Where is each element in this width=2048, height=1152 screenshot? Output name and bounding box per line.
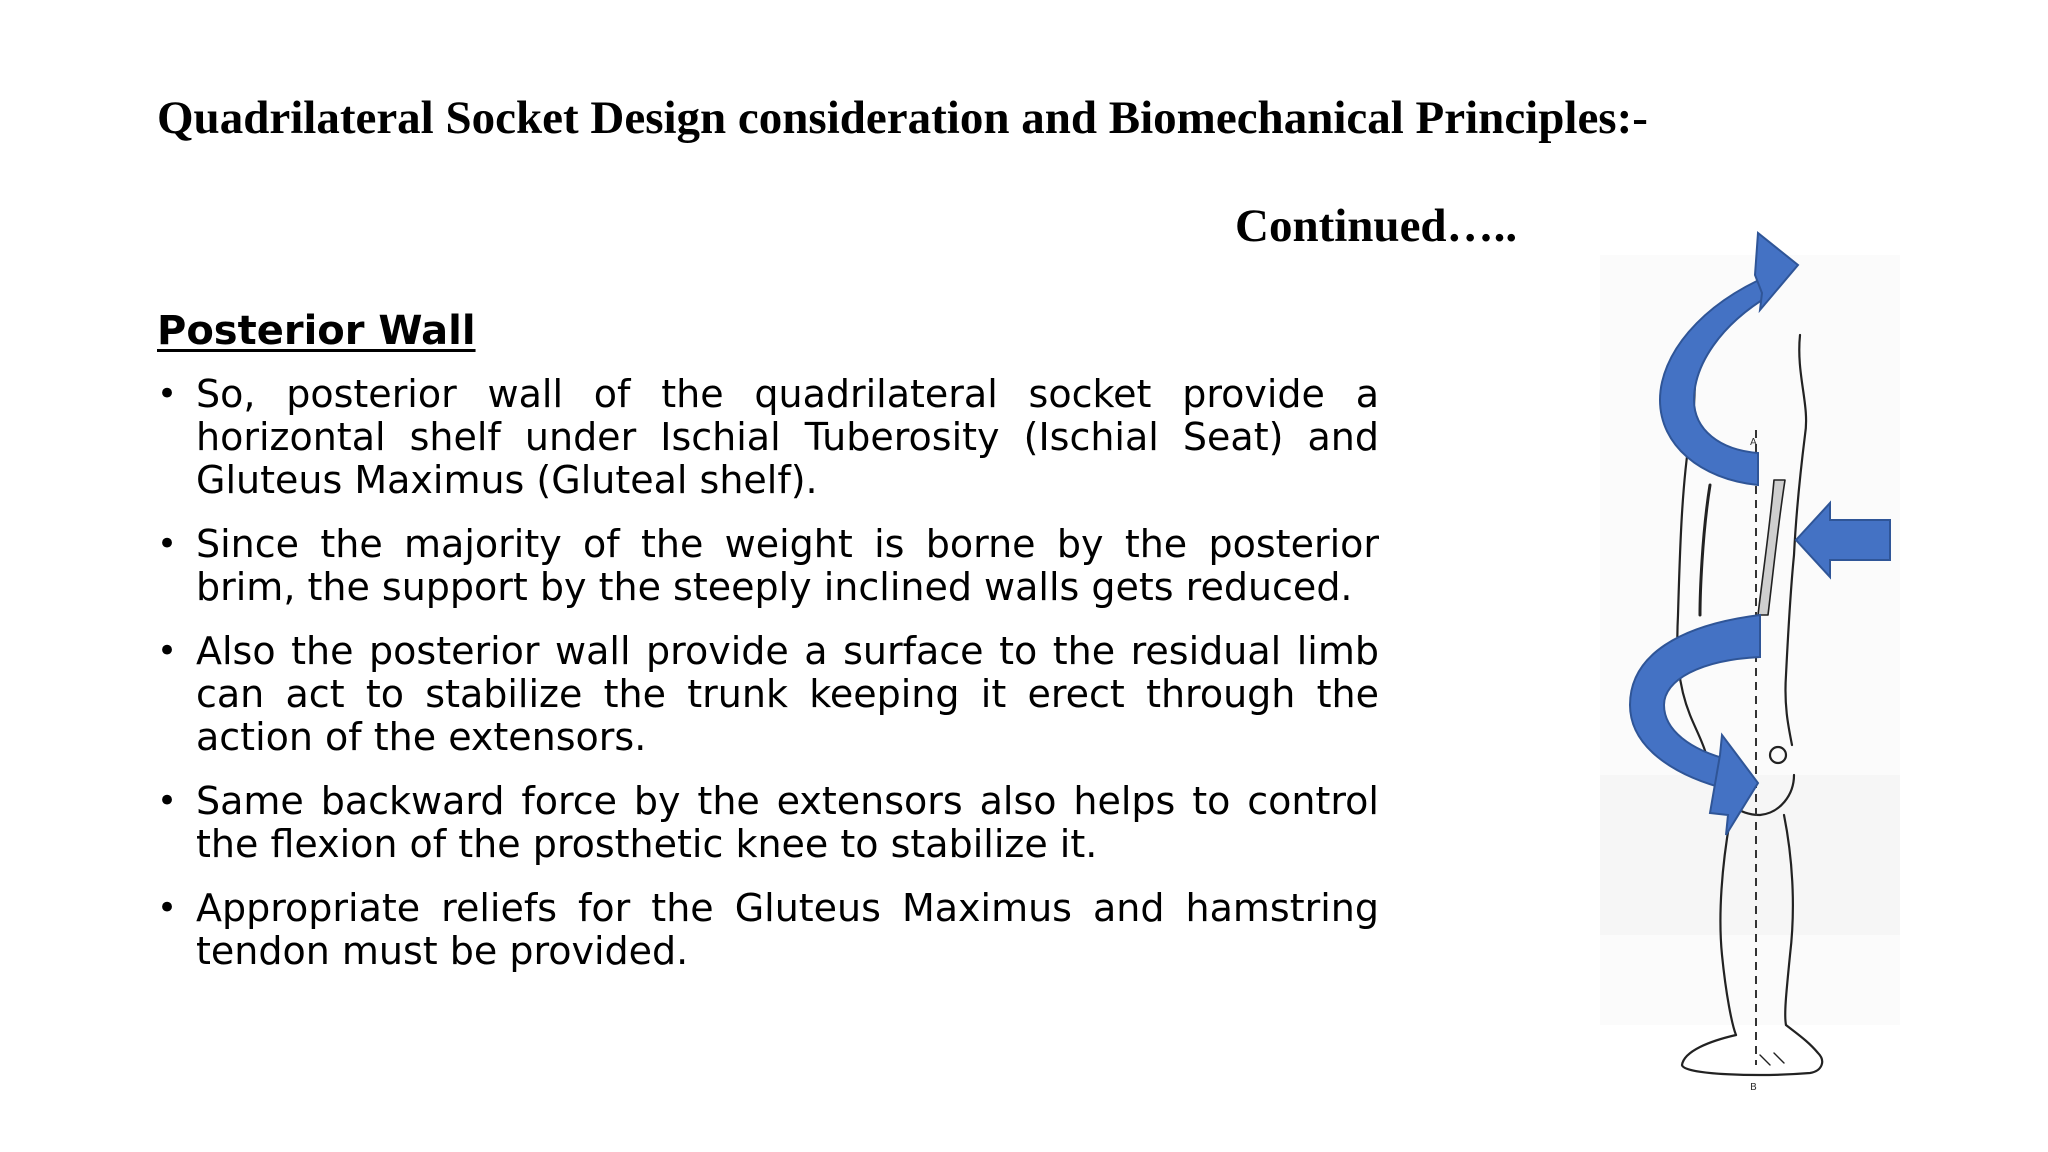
bullet-item	[157, 630, 1379, 759]
leg-diagram	[1560, 215, 1900, 1093]
bullet-dot-icon: •	[157, 888, 178, 928]
leg-figure	[1560, 215, 1900, 1093]
bullet-text: Since the majority of the weight is borne by the posterior brim, the support by the steeply inclined walls gets reduced.	[196, 522, 1379, 609]
bullet-item	[157, 780, 1379, 866]
bullet-dot-icon: •	[157, 631, 178, 671]
slide-title: Quadrilateral Socket Design consideration and Biomechanical Principles:-	[157, 92, 1648, 144]
bullet-item	[157, 523, 1379, 609]
line-label-top: A	[1750, 437, 1757, 448]
bullet-item	[157, 373, 1379, 502]
bullet-dot-icon: •	[157, 374, 178, 414]
bullet-text: Also the posterior wall provide a surface to the residual limb can act to stabilize the trunk keeping it erect through the action of the extensors.	[196, 629, 1379, 759]
bullet-text: So, posterior wall of the quadrilateral socket provide a horizontal shelf under Ischial Tuberosity (Ischial Seat) and Gluteus Maximus (Gluteal shelf).	[196, 372, 1379, 502]
figure-smudge	[1600, 775, 1900, 935]
line-label-bottom: B	[1750, 1082, 1757, 1093]
continued-label: Continued…..	[1235, 200, 1518, 252]
bullet-dot-icon: •	[157, 781, 178, 821]
bullet-text: Appropriate reliefs for the Gluteus Maximus and hamstring tendon must be provided.	[196, 886, 1379, 973]
section-heading: Posterior Wall	[157, 308, 476, 354]
bullet-dot-icon: •	[157, 524, 178, 564]
bullet-item	[157, 887, 1379, 973]
bullet-list	[157, 373, 1379, 994]
bullet-text: Same backward force by the extensors also helps to control the flexion of the prosthetic knee to stabilize it.	[196, 779, 1379, 866]
